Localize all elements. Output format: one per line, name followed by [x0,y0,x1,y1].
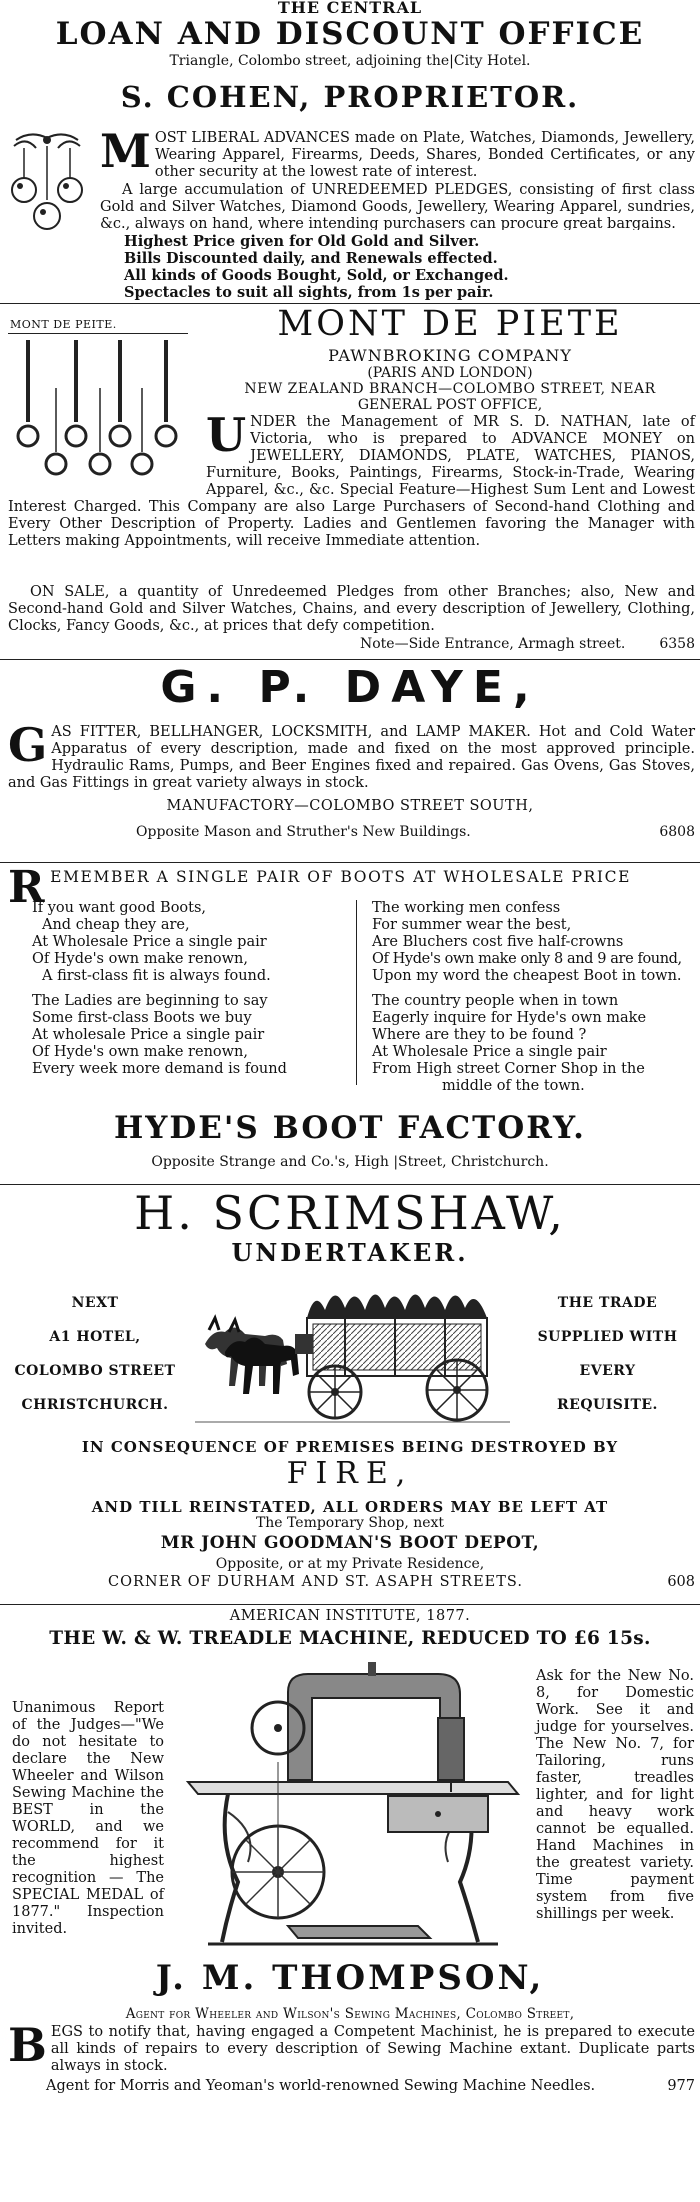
ad2-dropcap: U [206,408,247,462]
ad6-agent: Agent for Wheeler and Wilson's Sewing Machines, Colombo Street, [125,2006,575,2022]
ad1-line: All kinds of Goods Bought, Sold, or Exchanged. [124,267,509,284]
ad6-headline: THE W. & W. TREADLE MACHINE, REDUCED TO £6 15s. [49,1628,651,1649]
divider [0,1604,700,1605]
hyde-boot-ad [0,866,700,1186]
ad3-opposite-row [8,824,695,840]
ad5-corner-row [8,1574,695,1590]
verse-line: Some first-class Boots we buy [32,1010,252,1026]
ad2-logo-caption: MONT DE PEITE. [10,318,117,331]
verse-line: From High street Corner Shop in the [372,1061,645,1077]
ad2-body2: ON SALE, a quantity of Unredeemed Pledges from other Branches; also, New and Second-hand Gold and Silver Watches, Chains, and every description of Jewellery, Clothing, Clocks, Fancy Goods, &c., at prices that defy competition. [8,584,695,634]
verse-column-rule [356,900,358,1085]
pawnbroker-balls-icon [6,128,88,230]
verse-line: And cheap they are, [42,917,190,933]
ad5-left-line: COLOMBO STREET [14,1363,176,1379]
ad5-sub: UNDERTAKER. [231,1238,469,1267]
ad5-till: AND TILL REINSTATED, ALL ORDERS MAY BE LEFT AT [91,1498,609,1516]
verse-line: Of Hyde's own make renown, [32,1044,248,1060]
ad4-dropcap: R [8,866,47,913]
ad1-dropcap: M [100,124,151,178]
ad2-number: 6358 [659,636,695,652]
ad1-proprietor: S. COHEN, PROPRIETOR. [120,80,580,114]
daye-ad [0,662,700,862]
ad6-kicker: AMERICAN INSTITUTE, 1877. [229,1608,471,1624]
divider [0,862,700,863]
ad4-title: HYDE'S BOOT FACTORY. [114,1110,586,1146]
ad6-number: 977 [667,2078,695,2094]
ad2-sub1: PAWNBROKING COMPANY [328,346,572,365]
verse-line: Where are they to be found ? [372,1027,587,1043]
ad5-consequence: IN CONSEQUENCE OF PREMISES BEING DESTROYED BY [81,1438,619,1456]
ad2-sub2: (PARIS AND LONDON) [367,365,533,381]
scrimshaw-ad [0,1188,700,1606]
ad5-opposite: Opposite, or at my Private Residence, [215,1556,485,1572]
verse-line: At wholesale Price a single pair [32,1027,265,1043]
ad3-title: G. P. DAYE, [160,662,540,713]
ad1-body1: MOST LIBERAL ADVANCES made on Plate, Watches, Diamonds, Jewellery, Wearing Apparel, Firearms, Deeds, Shares, Bonded Certificates, or any other security at the lowest rate of interest. [100,124,695,180]
ad5-left-line: A1 HOTEL, [49,1329,141,1345]
ad1-title: LOAN AND DISCOUNT OFFICE [55,16,645,52]
verse-line: For summer wear the best, [372,917,572,933]
verse-line: Of Hyde's own make only 8 and 9 are found, [372,951,682,967]
ad2-note-row [8,636,695,652]
verse-line: If you want good Boots, [32,900,207,916]
ad5-goodman: MR JOHN GOODMAN'S BOOT DEPOT, [160,1533,540,1553]
ad4-headline: REMEMBER A SINGLE PAIR OF BOOTS AT WHOLESALE PRICE [8,866,631,913]
ad5-right [515,1286,700,1422]
verse-line: Upon my word the cheapest Boot in town. [372,968,682,984]
ad1-line: Spectacles to suit all sights, from 1s per pair. [124,284,494,301]
ad4-address: Opposite Strange and Co.'s, High |Street, Christchurch. [151,1154,549,1170]
ad3-opposite: Opposite Mason and Struther's New Buildings. [136,824,471,840]
ad1-address: Triangle, Colombo street, adjoining the|City Hotel. [169,53,531,69]
ad1-body2: A large accumulation of UNREDEEMED PLEDGES, consisting of first class Gold and Silver Watches, Diamond Goods, Jewellery, Wearing Apparel, sundries, &c., always on hand, where intending purchasers can procure great bargains. [100,182,695,230]
verse-line: A first-class fit is always found. [42,968,271,984]
verse-line: Every week more demand is found [32,1061,287,1077]
ad5-number: 608 [667,1574,695,1590]
ad3-body: GAS FITTER, BELLHANGER, LOCKSMITH, and LAMP MAKER. Hot and Cold Water Apparatus of every description, made and fixed on the most approved principle. Hydraulic Rams, Pumps, and Beer Engines fixed and repaired. Gas Ovens, Gas Stoves, and Gas Fittings in great variety always in stock. [8,718,695,791]
divider [0,1184,700,1185]
verse-line: Of Hyde's own make renown, [32,951,248,967]
ad6-right-text: Ask for the New No. 8, for Domestic Work. See it and judge for yourselves. The New No. 7, for Tailoring, runs faster, treadles lighter, and for light and heavy work cannot be equalled. Hand Machines in the greatest variety. Time payment system from five shillings per week. [536,1668,694,1922]
verse-line: The Ladies are beginning to say [32,993,268,1009]
loan-office-ad [0,0,700,230]
ad5-temp: The Temporary Shop, next [255,1515,445,1531]
ad5-fire: FIRE, [286,1456,414,1491]
divider [0,659,700,660]
ad5-left [0,1286,190,1422]
ad6-body: BEGS to notify that, having engaged a Competent Machinist, he is prepared to execute all kinds of repairs to every description of Sewing Machine extant. Duplicate parts always in stock. [8,2018,695,2074]
verse-line: middle of the town. [442,1078,585,1094]
verse-line: Are Bluchers cost five half-crowns [372,934,624,950]
ad2-sub3: NEW ZEALAND BRANCH—COLOMBO STREET, NEAR [244,381,656,397]
ad2-sub4: GENERAL POST OFFICE, [357,397,543,413]
ad1-line: Bills Discounted daily, and Renewals effected. [124,250,498,267]
ad5-right-line: SUPPLIED WITH [537,1329,678,1345]
verse-line: At Wholesale Price a single pair [372,1044,607,1060]
ad3-dropcap: G [8,718,48,772]
ad5-right-line: REQUISITE. [557,1397,658,1413]
ad2-note: Note—Side Entrance, Armagh street. [360,636,626,652]
ad1-line: Highest Price given for Old Gold and Silver. [124,233,480,250]
hearse-carriage-illustration [195,1274,510,1424]
ad5-right-line: THE TRADE [557,1295,658,1311]
ad1-lines [124,233,684,301]
ad5-title: H. SCRIMSHAW, [134,1188,566,1240]
ad2-caption-rule [8,333,188,334]
ad5-right-line: EVERY [579,1363,636,1379]
ad6-left-text: Unanimous Report of the Judges—"We do not hesitate to declare the New Wheeler and Wilson Sewing Machine the BEST in the WORLD, and we recommend for it the highest recognition — The SPECIAL MEDAL of 1877." Inspection invited. [12,1700,164,1937]
ad1-kicker: THE CENTRAL [277,0,423,17]
verse-line: The working men confess [372,900,561,916]
verse-line: Eagerly inquire for Hyde's own make [372,1010,647,1026]
ad5-left-line: CHRISTCHURCH. [21,1397,169,1413]
ad6-title: J. M. THOMPSON, [155,1958,545,1998]
divider [0,303,700,304]
ad5-corner: CORNER OF DURHAM AND ST. ASAPH STREETS. [108,1574,523,1590]
ad2-title: MONT DE PIETE [277,306,623,344]
sewing-machine-ad [0,1608,700,2202]
sewing-machine-illustration [168,1662,528,1952]
mont-de-piete-ad [0,306,700,676]
ad3-factory: MANUFACTORY—COLOMBO STREET SOUTH, [166,798,534,814]
ad2-body1: UNDER the Management of MR S. D. NATHAN, late of Victoria, who is prepared to ADVANCE MONEY on JEWELLERY, DIAMONDS, PLATE, WATCHES, PIANOS, Furniture, Books, Paintings, Firearms, Stock-in-Trade, Wearing Apparel, &c., &c. Special Feature—Highest Sum Lent and Lowest Interest Charged. This Company are also Large Purchasers of Second-hand Clothing and Every Other Description of Property. Ladies and Gentlemen favoring the Manager with Letters making Appointments, will receive Immediate attention. [8,408,695,549]
verse-line: The country people when in town [372,993,619,1009]
ad4-left-verse [32,900,352,1078]
ad5-left-line: NEXT [71,1295,119,1311]
ad6-last-row [8,2078,695,2094]
ad6-last: Agent for Morris and Yeoman's world-renowned Sewing Machine Needles. [46,2078,596,2094]
ad6-dropcap: B [8,2018,47,2072]
verse-line: At Wholesale Price a single pair [32,934,267,950]
ad3-number: 6808 [659,824,695,840]
ad4-right-verse [372,900,698,1095]
